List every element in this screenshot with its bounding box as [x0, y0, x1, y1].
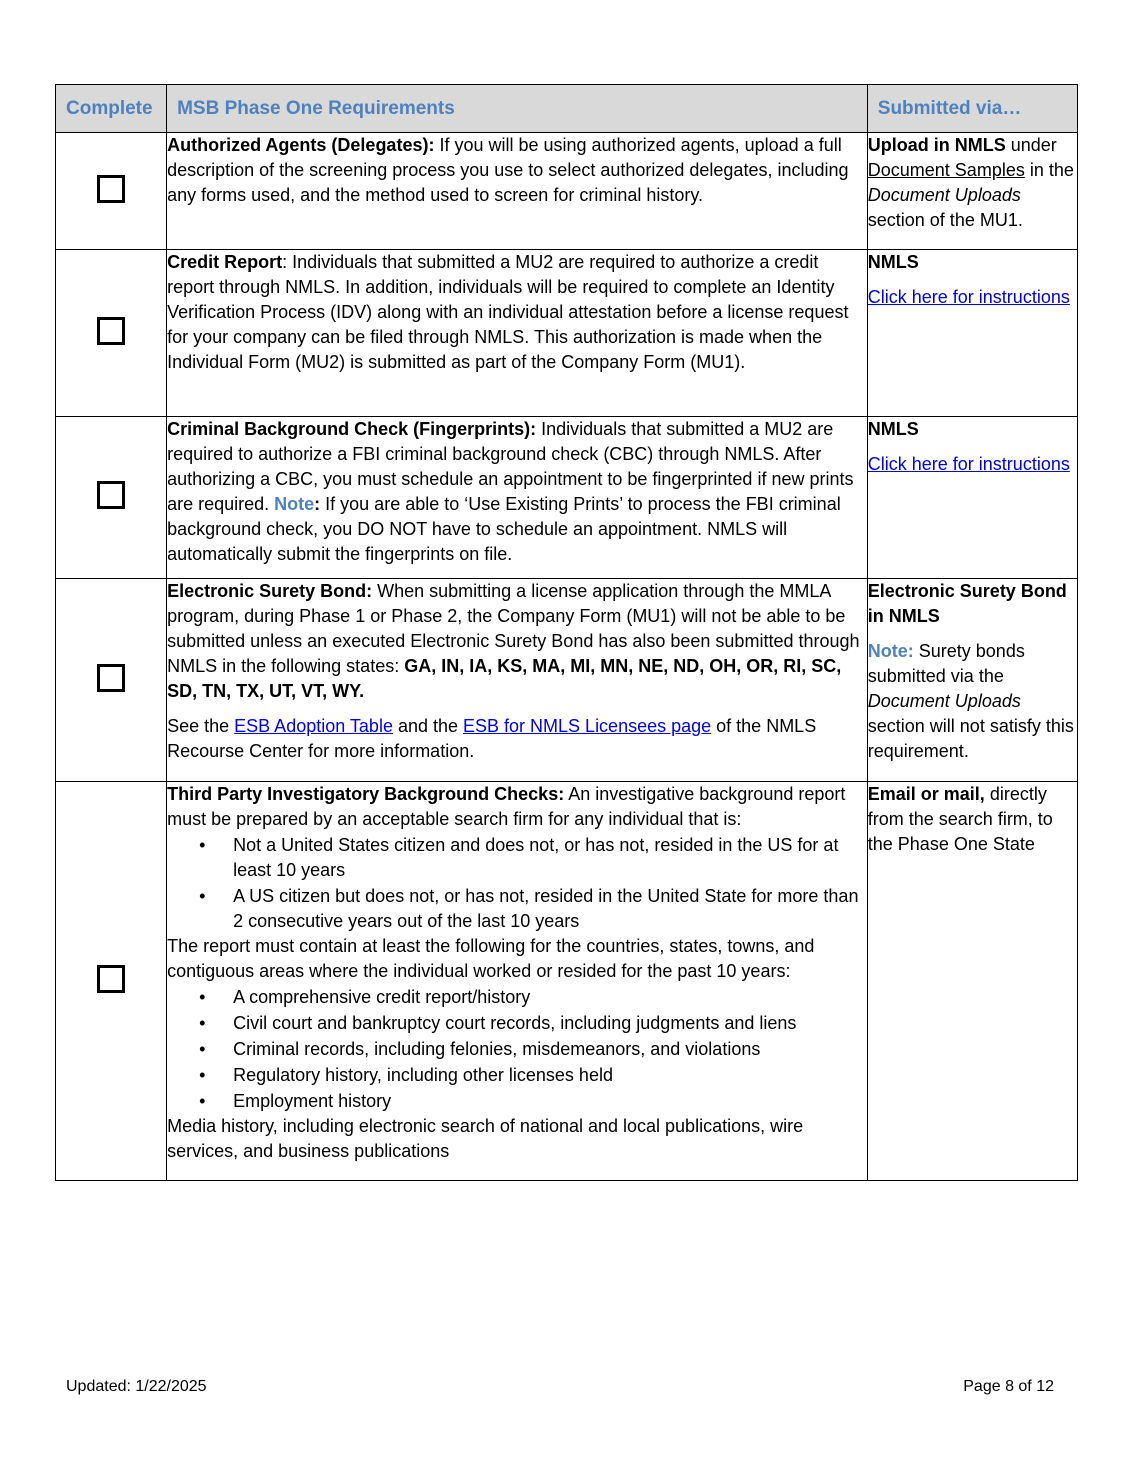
complete-cell	[56, 133, 167, 250]
complete-checkbox-criminal-background[interactable]	[97, 481, 125, 509]
esb-adoption-table-link[interactable]: ESB Adoption Table	[234, 716, 393, 736]
requirement-cell	[167, 782, 868, 1181]
complete-cell	[56, 782, 167, 1181]
via-text: directly from the search firm, to the Phase One State	[867, 784, 1053, 854]
complete-cell	[56, 250, 167, 417]
requirement-title: Third Party Investigatory Background Checks:	[167, 784, 565, 804]
via-method: NMLS	[867, 252, 919, 272]
complete-cell	[56, 579, 167, 782]
table-row	[56, 133, 1078, 250]
report-contents-list	[167, 985, 867, 1114]
requirement-text: The report must contain at least the following for the countries, states, towns, and contiguous areas where the individual worked or resided for the past 10 years:	[167, 936, 815, 981]
header-requirements: MSB Phase One Requirements	[167, 85, 868, 133]
complete-checkbox-surety-bond[interactable]	[97, 664, 125, 692]
table-row	[56, 579, 1078, 782]
via-text: Surety bonds submitted via the	[867, 641, 1025, 686]
via-method: Upload in NMLS	[867, 135, 1006, 155]
requirement-title: Authorized Agents (Delegates):	[167, 135, 435, 155]
complete-checkbox-authorized-agents[interactable]	[97, 175, 125, 203]
list-item: • Civil court and bankruptcy court records, including judgments and liens	[233, 1011, 867, 1036]
submitted-via-cell	[867, 782, 1077, 1181]
states-list: GA, IN, IA, KS, MA, MI, MN, NE, ND, OH, OR, RI, SC, SD, TN, TX, UT, VT, WY.	[167, 656, 842, 701]
requirement-cell	[167, 417, 868, 579]
requirement-cell	[167, 250, 868, 417]
requirement-text: If you are able to ‘Use Existing Prints’ to process the FBI criminal background check, you DO NOT have to schedule an appointment. NMLS will automatically submit the fingerprints on file.	[167, 494, 841, 564]
header-complete: Complete	[56, 85, 167, 133]
table-row	[56, 782, 1078, 1181]
header-submitted-via: Submitted via…	[867, 85, 1077, 133]
requirement-title: Credit Report	[167, 252, 283, 272]
complete-cell	[56, 417, 167, 579]
list-item: • Not a United States citizen and does not, or has not, resided in the US for at least 10 years	[233, 833, 867, 883]
footer-updated-date: Updated: 1/22/2025	[66, 1378, 207, 1395]
via-method: Electronic Surety Bond in NMLS	[867, 581, 1067, 626]
requirement-cell	[167, 579, 868, 782]
requirement-text: and the	[392, 716, 464, 736]
esb-licensees-page-link[interactable]: ESB for NMLS Licensees page	[463, 716, 712, 736]
via-method: Email or mail,	[867, 784, 985, 804]
via-document-uploads: Document Uploads	[867, 691, 1021, 711]
note-colon: :	[314, 494, 321, 514]
submitted-via-cell	[867, 579, 1077, 782]
requirement-text: When submitting a license application through the MMLA program, during Phase 1 or Phase 2, the Company Form (MU1) will not be able to be submitted unless an executed Electronic Surety Bond has also been submitted through NMLS in the following states:	[167, 581, 860, 676]
submitted-via-cell	[867, 417, 1077, 579]
via-text: under	[1005, 135, 1057, 155]
submitted-via-cell	[867, 250, 1077, 417]
list-item: • A comprehensive credit report/history	[233, 985, 867, 1010]
list-item: • Criminal records, including felonies, misdemeanors, and violations	[233, 1037, 867, 1062]
table-row	[56, 417, 1078, 579]
requirement-text: Individuals that submitted a MU2 are required to authorize a FBI criminal background check (CBC) through NMLS. After authorizing a CBC, you must schedule an appointment to be fingerprinted if new prints are required.	[167, 419, 854, 514]
requirement-text: See the	[167, 716, 235, 736]
complete-checkbox-third-party-checks[interactable]	[97, 965, 125, 993]
note-label: Note:	[867, 641, 914, 661]
requirements-table	[55, 84, 1078, 1181]
instructions-link[interactable]: Click here for instructions	[867, 287, 1070, 307]
via-text: section will not satisfy this requirement.	[867, 716, 1074, 761]
requirement-cell	[167, 133, 868, 250]
list-item: • Regulatory history, including other licenses held	[233, 1063, 867, 1088]
complete-checkbox-credit-report[interactable]	[97, 317, 125, 345]
footer-page-number: Page 8 of 12	[963, 1378, 1054, 1395]
note-label: Note	[274, 494, 315, 514]
list-item: • A US citizen but does not, or has not, resided in the United State for more than 2 consecutive years out of the last 10 years	[233, 884, 867, 934]
table-header-row	[56, 85, 1078, 133]
via-text: section of the MU1.	[867, 210, 1023, 230]
instructions-link[interactable]: Click here for instructions	[867, 454, 1070, 474]
requirement-text: If you will be using authorized agents, upload a full description of the screening process you use to select authorized delegates, including any forms used, and the method used to screen for criminal history.	[167, 135, 849, 205]
via-document-uploads: Document Uploads	[867, 185, 1021, 205]
submitted-via-cell	[867, 133, 1077, 250]
requirement-text: An investigative background report must be prepared by an acceptable search firm for any individual that is:	[167, 784, 846, 829]
via-document-samples: Document Samples	[867, 160, 1025, 180]
requirement-text: : Individuals that submitted a MU2 are required to authorize a credit report through NMLS. In addition, individuals will be required to complete an Identity Verification Process (IDV) along with an individual attestation before a license request for your company can be filed through NMLS. This authorization is made when the Individual Form (MU2) is submitted as part of the Company Form (MU1).	[167, 252, 849, 372]
requirement-text: of the NMLS Recourse Center for more information.	[167, 716, 817, 761]
via-text: in the	[1024, 160, 1074, 180]
requirement-title: Criminal Background Check (Fingerprints):	[167, 419, 537, 439]
list-item: • Employment history	[233, 1089, 867, 1114]
table-row	[56, 250, 1078, 417]
individual-criteria-list	[167, 833, 867, 934]
via-method: NMLS	[867, 419, 919, 439]
requirement-text: Media history, including electronic search of national and local publications, wire services, and business publications	[167, 1116, 804, 1161]
requirement-title: Electronic Surety Bond:	[167, 581, 373, 601]
